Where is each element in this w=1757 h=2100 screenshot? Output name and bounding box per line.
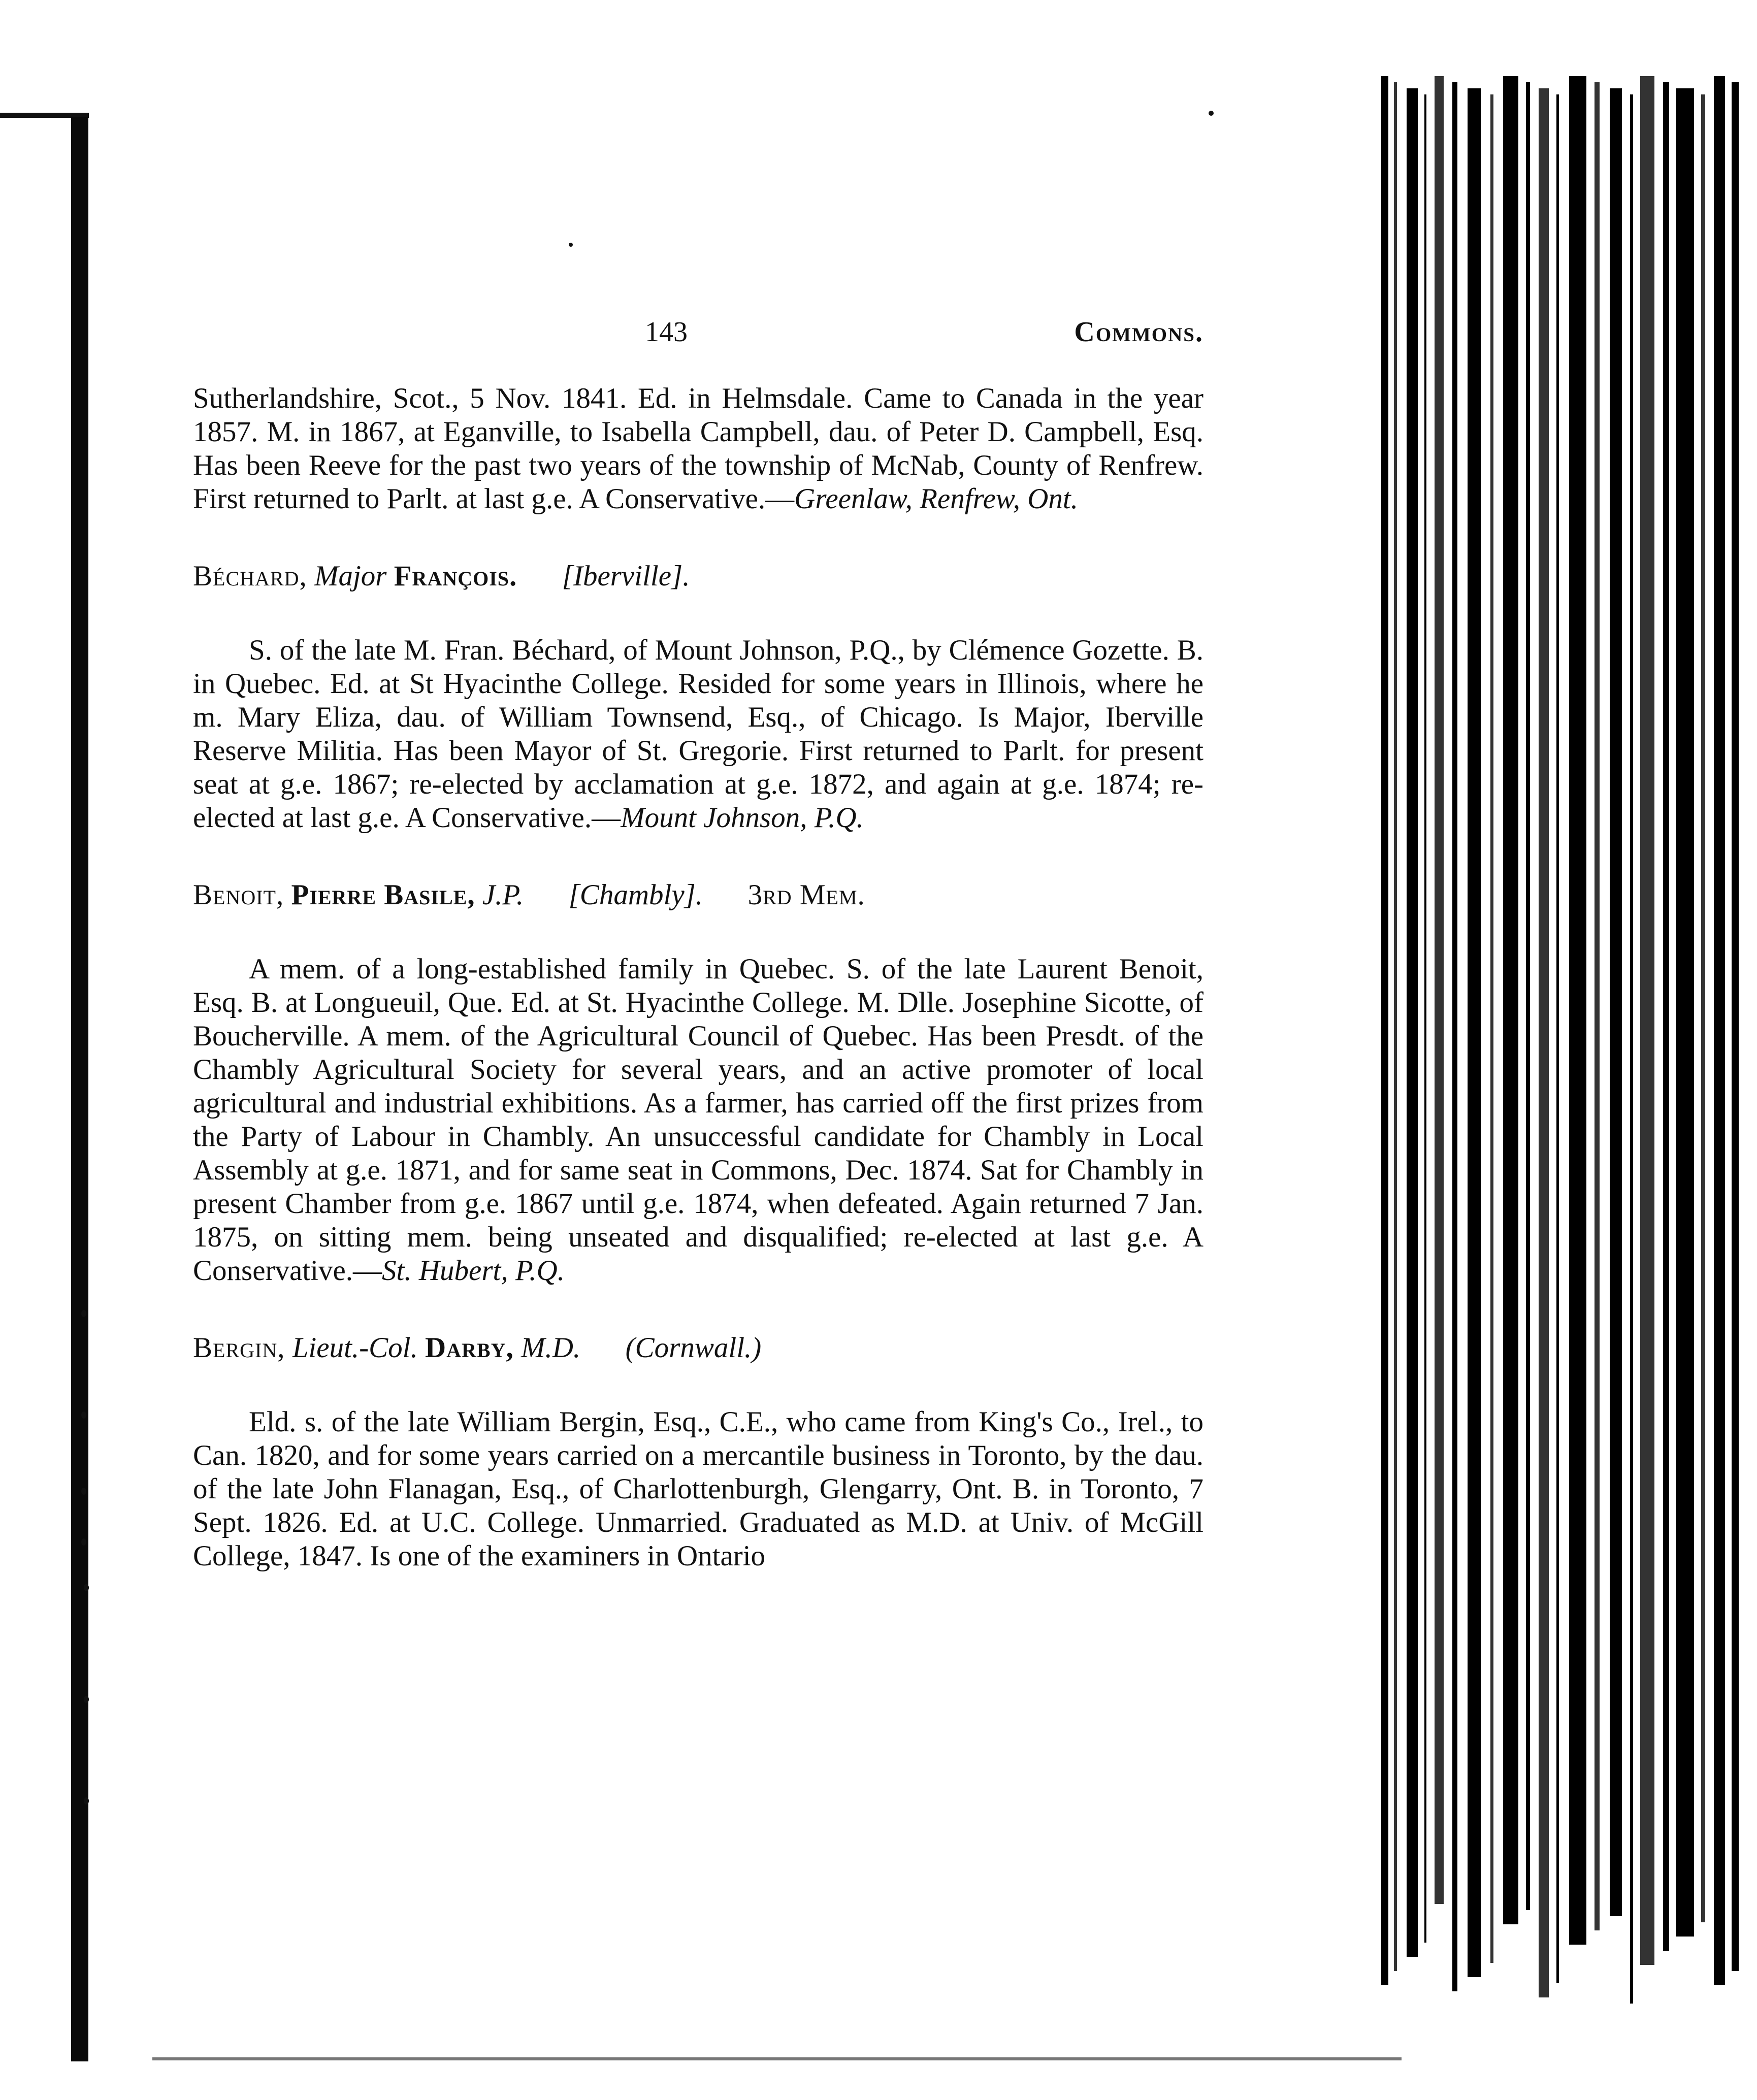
entry-surname: Béchard, bbox=[193, 560, 307, 592]
page-edge-stripe bbox=[1381, 76, 1388, 1985]
entry-body: Eld. s. of the late William Bergin, Esq., C.E., who came from King's Co., Irel., to Can. 1820, and for some years carried on a mercantile business in Toronto, by the dau. of the late John Flanagan, Esq., of Charlottenburgh, Glengarry, Ont. B. in Toronto, 7 Sept. 1826. Ed. at U.C. College. Unmarried. Graduated as M.D. at Univ. of McGill College, 1847. Is one of the examiners in Ontario bbox=[193, 1406, 1203, 1572]
page-edge-stripe bbox=[1407, 88, 1418, 1957]
entry-given-name: François. bbox=[394, 560, 517, 592]
running-head bbox=[193, 316, 1203, 367]
entry-address: Mount Johnson, P.Q. bbox=[621, 802, 864, 834]
continuation-address: Greenlaw, Renfrew, Ont. bbox=[794, 483, 1078, 515]
continuation-paragraph bbox=[193, 382, 1203, 516]
page-edge-stripe bbox=[1640, 76, 1654, 1965]
page-edge-stripe bbox=[1424, 94, 1426, 1943]
entry-heading-bergin bbox=[193, 1331, 1203, 1365]
entry-heading-benoit bbox=[193, 878, 1203, 912]
page-edge-stripe bbox=[1630, 94, 1633, 2004]
page-edge-stripe bbox=[1526, 82, 1530, 1910]
entry-body-benoit bbox=[193, 953, 1203, 1288]
page-edge-stripe bbox=[1452, 82, 1457, 1991]
entry-constituency: (Cornwall.) bbox=[625, 1332, 762, 1364]
entry-given-name: Darby, bbox=[425, 1332, 514, 1364]
binding-shadow bbox=[71, 117, 88, 2061]
entry-surname: Benoit, bbox=[193, 879, 284, 911]
entry-constituency: [Chambly]. bbox=[568, 879, 703, 911]
page-edge-stripe bbox=[1595, 82, 1600, 1930]
page-edge-stripe bbox=[1676, 88, 1694, 1937]
entry-body-bergin bbox=[193, 1405, 1203, 1573]
page-edge-stripe bbox=[1732, 82, 1739, 1971]
bottom-edge-line bbox=[152, 2057, 1402, 2060]
page-edge-stripe bbox=[1714, 76, 1725, 1985]
page-edge-stripe bbox=[1435, 76, 1444, 1904]
page-edge-stripe bbox=[1663, 82, 1669, 1951]
entry-given-name: Pierre Basile, bbox=[291, 879, 475, 911]
page-edge-stripe bbox=[1490, 94, 1493, 1963]
entry-title: Lieut.-Col. bbox=[292, 1332, 418, 1364]
text-column bbox=[193, 316, 1203, 1573]
entry-body-bechard bbox=[193, 634, 1203, 835]
entry-constituency: [Iberville]. bbox=[562, 560, 690, 592]
entry-suffix: M.D. bbox=[521, 1332, 581, 1364]
page-edge-stripe bbox=[1569, 76, 1586, 1945]
entry-body: A mem. of a long-established family in Quebec. S. of the late Laurent Benoit, Esq. B. at Longueuil, Que. Ed. at St. Hyacinthe College. M. Dlle. Josephine Sicotte, of Boucherville. A mem. of the Agricultural Council of Quebec. Has been Presdt. of the Chambly Agricultural Society for several years, and an active promoter of local agricultural and industrial exhibitions. As a farmer, has carried off the first prizes from the Party of Labour in Chambly. An unsuccessful candidate for Chambly in Local Assembly at g.e. 1871, and for same seat in Commons, Dec. 1874. Sat for Chambly in present Chamber from g.e. 1867 until g.e. 1874, when defeated. Again returned 7 Jan. 1875, on sitting mem. being unseated and disqualified; re-elected at last g.e. A Conservative.— bbox=[193, 953, 1203, 1287]
entry-suffix: J.P. bbox=[482, 879, 524, 911]
entry-heading-bechard bbox=[193, 560, 1203, 593]
continuation-text: Sutherlandshire, Scot., 5 Nov. 1841. Ed. in Helmsdale. Came to Canada in the year 1857. M. in 1867, at Eganville, to Isabella Campbell, dau. of Peter D. Campbell, Esq. Has been Reeve for the past two years of the township of McNab, County of Renfrew. First returned to Parlt. at last g.e. A Conservative.— bbox=[193, 382, 1203, 515]
page-edge-stripe bbox=[1394, 82, 1397, 1971]
page-edge-stripe bbox=[1610, 88, 1622, 1916]
entry-surname: Bergin, bbox=[193, 1332, 285, 1364]
page-edge-stripe bbox=[1503, 76, 1518, 1924]
entry-body: S. of the late M. Fran. Béchard, of Mount Johnson, P.Q., by Clémence Gozette. B. in Quebec. Ed. at St Hyacinthe College. Resided for some years in Illinois, where he m. Mary Eliza, dau. of William Townsend, Esq., of Chicago. Is Major, Iberville Reserve Militia. Has been Mayor of St. Gregorie. First returned to Parlt. for present seat at g.e. 1867; re-elected by acclamation at g.e. 1872, and again at g.e. 1874; re-elected at last g.e. A Conservative.— bbox=[193, 634, 1203, 834]
page-edge-stripe bbox=[1539, 88, 1549, 1997]
page-edge-stripe bbox=[1556, 94, 1559, 1983]
page-number: 143 bbox=[645, 316, 688, 348]
page-edge-stripe bbox=[1701, 94, 1705, 1922]
page-edge-stripe bbox=[1468, 88, 1481, 1977]
section-title: Commons. bbox=[1074, 316, 1203, 348]
entry-address: St. Hubert, P.Q. bbox=[382, 1255, 565, 1287]
entry-membership: 3rd Mem. bbox=[747, 879, 865, 911]
entry-title: Major bbox=[314, 560, 387, 592]
